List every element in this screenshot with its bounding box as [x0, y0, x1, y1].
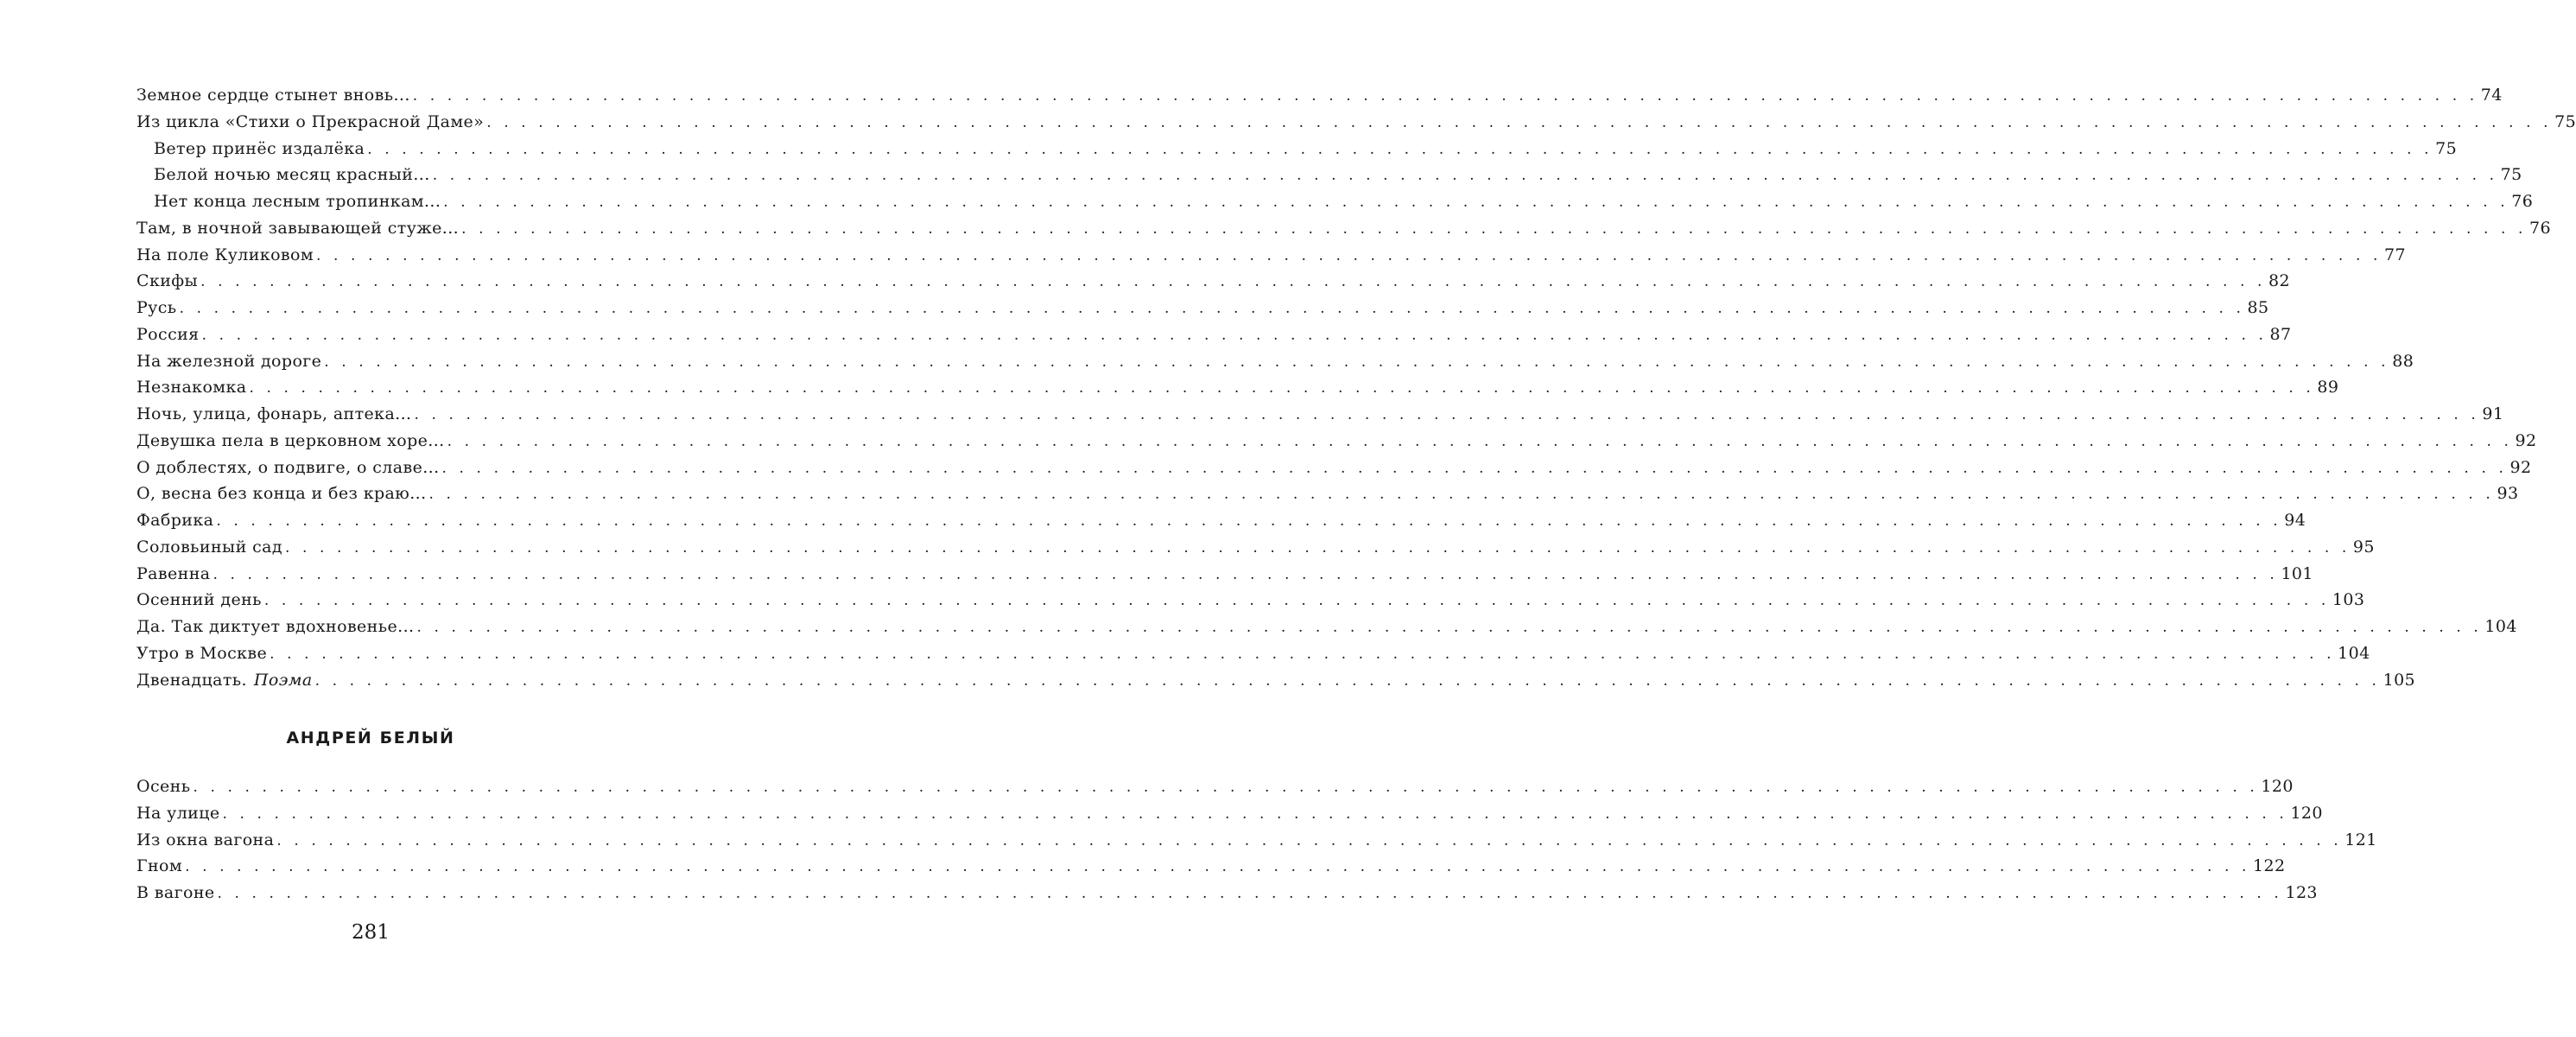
toc-entry-page: 101 — [2281, 563, 2313, 583]
dot-leader: . . . . . . . . . . . . . . . . . . . . . . . . . . . . . . . . . . . . . . . . . . . . . . . . . . . . . . . . . . . . . . . . . . . . . . . . . . . . . . . . . . . . . . . . . . . . . . . . . . . . . . . . . . . . . . . . . . . . . . . . — [216, 512, 2282, 530]
toc-entry — [136, 534, 2375, 561]
dot-leader: . . . . . . . . . . . . . . . . . . . . . . . . . . . . . . . . . . . . . . . . . . . . . . . . . . . . . . . . . . . . . . . . . . . . . . . . . . . . . . . . . . . . . . . . . . . . . . . . . . . . . . . . . . . . . . . . . . . . . . . . — [441, 459, 2508, 477]
toc-entry-title: Русь — [136, 298, 177, 317]
toc-entry-page: 121 — [2344, 830, 2377, 849]
toc-entry-title: Гном — [136, 856, 183, 876]
toc-entry-title: Из цикла «Стихи о Прекрасной Даме» — [136, 111, 485, 131]
toc-entry-page: 105 — [2382, 670, 2416, 690]
dot-leader: . . . . . . . . . . . . . . . . . . . . . . . . . . . . . . . . . . . . . . . . . . . . . . . . . . . . . . . . . . . . . . . . . . . . . . . . . . . . . . . . . . . . . . . . . . . . . . . . . . . . . . . . . . . . . . . . . . . . . . . . — [249, 379, 2315, 398]
toc-entry-title: Незнакомка — [136, 378, 247, 398]
toc-entry-title: На железной дороге — [136, 351, 322, 371]
toc-entry — [136, 268, 2290, 295]
page-number: 281 — [352, 921, 390, 944]
dot-leader: . . . . . . . . . . . . . . . . . . . . . . . . . . . . . . . . . . . . . . . . . . . . . . . . . . . . . . . . . . . . . . . . . . . . . . . . . . . . . . . . . . . . . . . . . . . . . . . . . . . . . . . . . . . . . . . . . . . . . . . . — [185, 858, 2250, 876]
dot-leader: . . . . . . . . . . . . . . . . . . . . . . . . . . . . . . . . . . . . . . . . . . . . . . . . . . . . . . . . . . . . . . . . . . . . . . . . . . . . . . . . . . . . . . . . . . . . . . . . . . . . . . . . . . . . . . . . . . . . . . . . — [193, 779, 2259, 796]
toc-entry — [136, 800, 2323, 827]
toc-entry-page: 92 — [2515, 430, 2537, 450]
toc-entry-page: 122 — [2252, 856, 2286, 876]
toc-entry-page: 92 — [2509, 457, 2532, 477]
toc-entry — [136, 773, 2294, 800]
toc-entry — [136, 428, 2537, 455]
toc-entry-title: Равенна — [136, 563, 211, 583]
toc-entry-page: 75 — [2554, 111, 2576, 131]
dot-leader: . . . . . . . . . . . . . . . . . . . . . . . . . . . . . . . . . . . . . . . . . . . . . . . . . . . . . . . . . . . . . . . . . . . . . . . . . . . . . . . . . . . . . . . . . . . . . . . . . . . . . . . . . . . . . . . . . . . . . . . . — [432, 167, 2498, 185]
toc-entry-title: На поле Куликовом — [136, 245, 314, 264]
section-heading: АНДРЕЙ БЕЛЫЙ — [286, 728, 455, 748]
toc-entry-page: 94 — [2284, 511, 2306, 530]
dot-leader: . . . . . . . . . . . . . . . . . . . . . . . . . . . . . . . . . . . . . . . . . . . . . . . . . . . . . . . . . . . . . . . . . . . . . . . . . . . . . . . . . . . . . . . . . . . . . . . . . . . . . . . . . . . . . . . . . . . . . . . . — [414, 406, 2480, 423]
toc-entry-page: 75 — [2435, 138, 2458, 158]
toc-entry-page: 120 — [2261, 777, 2294, 796]
toc-entry-title: Фабрика — [136, 511, 214, 530]
toc-entry-title: Соловьиный сад — [136, 537, 282, 557]
toc-entry-page: 88 — [2392, 351, 2414, 371]
toc-entry-title: Нет конца лесным тропинкам... — [154, 192, 441, 211]
toc-entry — [136, 853, 2286, 880]
toc-list-belyi — [136, 773, 2377, 907]
toc-entry-page: 74 — [2480, 86, 2503, 105]
toc-entry-title: В вагоне — [136, 883, 215, 902]
toc-list-blok — [136, 82, 2576, 693]
toc-entry-title: О доблестях, о подвиге, о славе... — [136, 457, 440, 477]
toc-entry-title: Скифы — [136, 271, 199, 291]
toc-entry-title: Двенадцать. — [136, 670, 247, 690]
dot-leader: . . . . . . . . . . . . . . . . . . . . . . . . . . . . . . . . . . . . . . . . . . . . . . . . . . . . . . . . . . . . . . . . . . . . . . . . . . . . . . . . . . . . . . . . . . . . . . . . . . . . . . . . . . . . . . . . . . . . . . . . — [201, 326, 2268, 344]
toc-entry-title: Девушка пела в церковном хоре... — [136, 430, 445, 450]
toc-entry-title: На улице — [136, 803, 220, 823]
toc-entry-title: Белой ночью месяц красный... — [154, 165, 430, 185]
dot-leader: . . . . . . . . . . . . . . . . . . . . . . . . . . . . . . . . . . . . . . . . . . . . . . . . . . . . . . . . . . . . . . . . . . . . . . . . . . . . . . . . . . . . . . . . . . . . . . . . . . . . . . . . . . . . . . . . . . . . . . . . — [428, 486, 2495, 504]
toc-entry — [136, 348, 2414, 375]
toc-entry-page: 76 — [2511, 192, 2534, 211]
toc-entry-title: Из окна вагона — [136, 830, 275, 849]
toc-entry — [136, 455, 2532, 481]
toc-entry-title: Россия — [136, 324, 200, 344]
dot-leader: . . . . . . . . . . . . . . . . . . . . . . . . . . . . . . . . . . . . . . . . . . . . . . . . . . . . . . . . . . . . . . . . . . . . . . . . . . . . . . . . . . . . . . . . . . . . . . . . . . . . . . . . . . . . . . . . . . . . . . . . — [443, 194, 2509, 211]
toc-entry — [136, 188, 2534, 215]
toc-entry-title: О, весна без конца и без краю... — [136, 484, 427, 504]
toc-entry-page: 85 — [2247, 298, 2269, 317]
toc-entry — [136, 507, 2306, 534]
dot-leader: . . . . . . . . . . . . . . . . . . . . . . . . . . . . . . . . . . . . . . . . . . . . . . . . . . . . . . . . . . . . . . . . . . . . . . . . . . . . . . . . . . . . . . . . . . . . . . . . . . . . . . . . . . . . . . . . . . . . . . . . — [412, 87, 2478, 105]
dot-leader: . . . . . . . . . . . . . . . . . . . . . . . . . . . . . . . . . . . . . . . . . . . . . . . . . . . . . . . . . . . . . . . . . . . . . . . . . . . . . . . . . . . . . . . . . . . . . . . . . . . . . . . . . . . . . . . . . . . . . . . . — [324, 353, 2390, 371]
toc-entry — [136, 136, 2458, 162]
toc-entry-page: 93 — [2497, 484, 2519, 504]
toc-entry-page: 82 — [2268, 271, 2290, 291]
toc-entry — [136, 827, 2377, 854]
toc-entry-note: Поэма — [253, 670, 313, 690]
toc-entry — [136, 480, 2519, 507]
toc-entry-title: Утро в Москве — [136, 643, 268, 663]
dot-leader: . . . . . . . . . . . . . . . . . . . . . . . . . . . . . . . . . . . . . . . . . . . . . . . . . . . . . . . . . . . . . . . . . . . . . . . . . . . . . . . . . . . . . . . . . . . . . . . . . . . . . . . . . . . . . . . . . . . . . . . . — [217, 885, 2283, 902]
toc-entry — [136, 640, 2370, 667]
dot-leader: . . . . . . . . . . . . . . . . . . . . . . . . . . . . . . . . . . . . . . . . . . . . . . . . . . . . . . . . . . . . . . . . . . . . . . . . . . . . . . . . . . . . . . . . . . . . . . . . . . . . . . . . . . . . . . . . . . . . . . . . — [222, 805, 2288, 823]
toc-entry-page: 103 — [2332, 590, 2365, 610]
toc-entry-page: 104 — [2484, 617, 2517, 636]
toc-entry — [136, 82, 2503, 109]
toc-entry-page: 87 — [2269, 324, 2292, 344]
toc-entry — [136, 880, 2318, 907]
dot-leader: . . . . . . . . . . . . . . . . . . . . . . . . . . . . . . . . . . . . . . . . . . . . . . . . . . . . . . . . . . . . . . . . . . . . . . . . . . . . . . . . . . . . . . . . . . . . . . . . . . . . . . . . . . . . . . . . . . . . . . . . — [276, 831, 2343, 849]
toc-entry-title: Там, в ночной завывающей стуже... — [136, 218, 460, 238]
toc-entry-page: 120 — [2290, 803, 2323, 823]
toc-entry-title: Земное сердце стынет вновь... — [136, 86, 410, 105]
toc-entry — [136, 374, 2339, 401]
toc-entry-page: 123 — [2285, 883, 2318, 902]
toc-entry — [136, 321, 2292, 348]
toc-entry-page: 76 — [2529, 218, 2552, 238]
dot-leader: . . . . . . . . . . . . . . . . . . . . . . . . . . . . . . . . . . . . . . . . . . . . . . . . . . . . . . . . . . . . . . . . . . . . . . . . . . . . . . . . . . . . . . . . . . . . . . . . . . . . . . . . . . . . . . . . . . . . . . . . — [486, 113, 2553, 131]
toc-entry — [136, 162, 2522, 188]
dot-leader: . . . . . . . . . . . . . . . . . . . . . . . . . . . . . . . . . . . . . . . . . . . . . . . . . . . . . . . . . . . . . . . . . . . . . . . . . . . . . . . . . . . . . . . . . . . . . . . . . . . . . . . . . . . . . . . . . . . . . . . . — [316, 246, 2382, 264]
toc-entry — [136, 215, 2552, 242]
dot-leader: . . . . . . . . . . . . . . . . . . . . . . . . . . . . . . . . . . . . . . . . . . . . . . . . . . . . . . . . . . . . . . . . . . . . . . . . . . . . . . . . . . . . . . . . . . . . . . . . . . . . . . . . . . . . . . . . . . . . . . . . — [179, 300, 2245, 317]
toc-entry-page: 91 — [2482, 404, 2504, 423]
dot-leader: . . . . . . . . . . . . . . . . . . . . . . . . . . . . . . . . . . . . . . . . . . . . . . . . . . . . . . . . . . . . . . . . . . . . . . . . . . . . . . . . . . . . . . . . . . . . . . . . . . . . . . . . . . . . . . . . . . . . . . . . — [284, 538, 2351, 557]
toc-entry — [136, 667, 2416, 694]
toc-entry — [136, 561, 2313, 588]
toc-entry-title: Осень — [136, 777, 191, 796]
dot-leader: . . . . . . . . . . . . . . . . . . . . . . . . . . . . . . . . . . . . . . . . . . . . . . . . . . . . . . . . . . . . . . . . . . . . . . . . . . . . . . . . . . . . . . . . . . . . . . . . . . . . . . . . . . . . . . . . . . . . . . . . — [270, 645, 2336, 663]
dot-leader: . . . . . . . . . . . . . . . . . . . . . . . . . . . . . . . . . . . . . . . . . . . . . . . . . . . . . . . . . . . . . . . . . . . . . . . . . . . . . . . . . . . . . . . . . . . . . . . . . . . . . . . . . . . . . . . . . . . . . . . . — [447, 432, 2513, 450]
toc-entry — [136, 109, 2576, 136]
toc-entry — [136, 242, 2406, 269]
toc-entry — [136, 401, 2504, 428]
dot-leader: . . . . . . . . . . . . . . . . . . . . . . . . . . . . . . . . . . . . . . . . . . . . . . . . . . . . . . . . . . . . . . . . . . . . . . . . . . . . . . . . . . . . . . . . . . . . . . . . . . . . . . . . . . . . . . . . . . . . . . . . — [213, 565, 2279, 583]
toc-entry-page: 95 — [2352, 537, 2375, 557]
dot-leader: . . . . . . . . . . . . . . . . . . . . . . . . . . . . . . . . . . . . . . . . . . . . . . . . . . . . . . . . . . . . . . . . . . . . . . . . . . . . . . . . . . . . . . . . . . . . . . . . . . . . . . . . . . . . . . . . . . . . . . . . — [416, 619, 2483, 636]
toc-entry — [136, 587, 2365, 614]
dot-leader: . . . . . . . . . . . . . . . . . . . . . . . . . . . . . . . . . . . . . . . . . . . . . . . . . . . . . . . . . . . . . . . . . . . . . . . . . . . . . . . . . . . . . . . . . . . . . . . . . . . . . . . . . . . . . . . . . . . . . . . . — [200, 273, 2266, 291]
toc-entry-page: 104 — [2338, 643, 2370, 663]
toc-entry-title: Ветер принёс издалёка — [154, 138, 365, 158]
toc-entry-page: 77 — [2383, 245, 2406, 264]
toc-entry-title: Ночь, улица, фонарь, аптека... — [136, 404, 412, 423]
dot-leader: . . . . . . . . . . . . . . . . . . . . . . . . . . . . . . . . . . . . . . . . . . . . . . . . . . . . . . . . . . . . . . . . . . . . . . . . . . . . . . . . . . . . . . . . . . . . . . . . . . . . . . . . . . . . . . . . . . . . . . . . — [461, 219, 2528, 238]
toc-entry-title: Да. Так диктует вдохновенье... — [136, 617, 415, 636]
toc-entry — [136, 614, 2517, 640]
toc-entry-page: 89 — [2317, 378, 2339, 398]
dot-leader: . . . . . . . . . . . . . . . . . . . . . . . . . . . . . . . . . . . . . . . . . . . . . . . . . . . . . . . . . . . . . . . . . . . . . . . . . . . . . . . . . . . . . . . . . . . . . . . . . . . . . . . . . . . . . . . . . . . . . . . . — [367, 140, 2433, 158]
toc-entry — [136, 295, 2269, 321]
toc-entry-page: 75 — [2500, 165, 2522, 185]
dot-leader: . . . . . . . . . . . . . . . . . . . . . . . . . . . . . . . . . . . . . . . . . . . . . . . . . . . . . . . . . . . . . . . . . . . . . . . . . . . . . . . . . . . . . . . . . . . . . . . . . . . . . . . . . . . . . . . . . . . . . . . . — [263, 592, 2330, 610]
toc-entry-title: Осенний день — [136, 590, 262, 610]
dot-leader: . . . . . . . . . . . . . . . . . . . . . . . . . . . . . . . . . . . . . . . . . . . . . . . . . . . . . . . . . . . . . . . . . . . . . . . . . . . . . . . . . . . . . . . . . . . . . . . . . . . . . . . . . . . . . . . . . . . . . . . . — [314, 671, 2381, 690]
